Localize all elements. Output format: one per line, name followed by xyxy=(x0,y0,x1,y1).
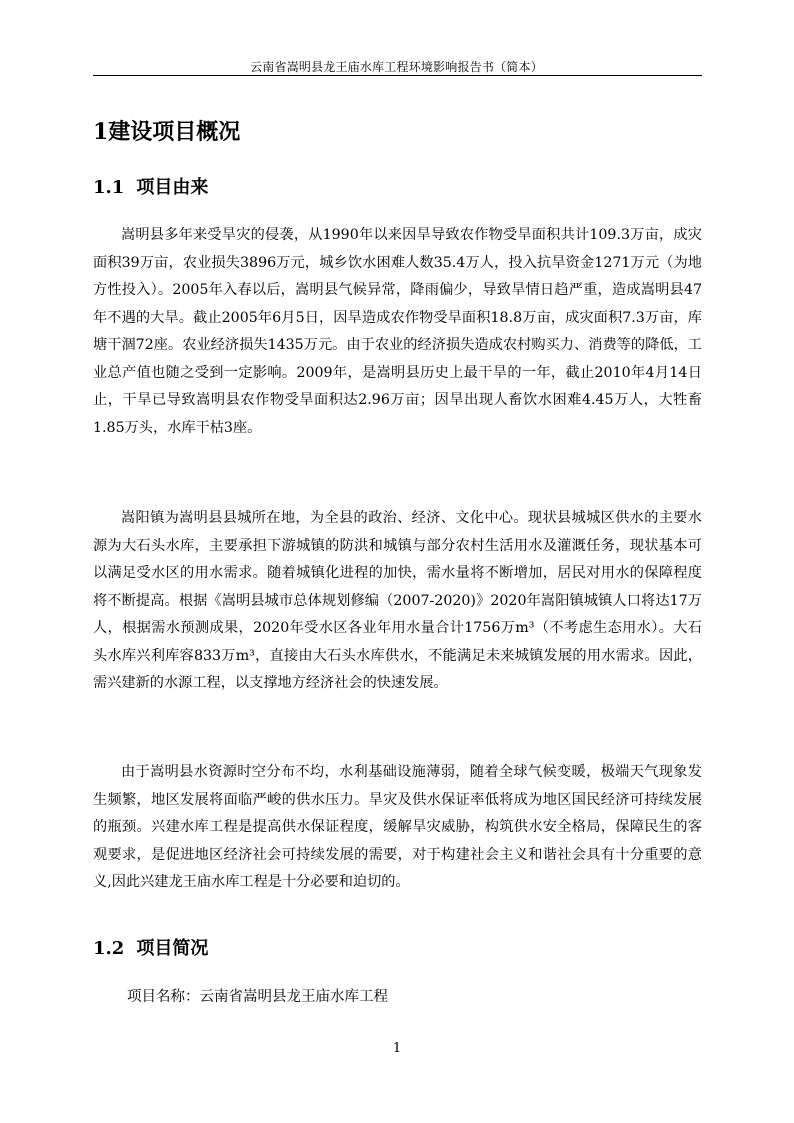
section-number: 1.1 xyxy=(93,177,125,198)
project-name-line xyxy=(127,985,388,1006)
project-name-label: 项目名称： xyxy=(127,989,200,1005)
section-number: 1.2 xyxy=(93,938,125,959)
page-number: 1 xyxy=(392,1041,402,1056)
section-heading-1-1 xyxy=(93,173,208,199)
section-heading-1-2 xyxy=(93,934,208,960)
chapter-title: 1建设项目概况 xyxy=(93,119,241,145)
section-title: 项目由来 xyxy=(136,177,209,198)
paragraph-3: 由于嵩明县水资源时空分布不均，水利基础设施薄弱，随着全球气候变暖，极端天气现象发生频繁，地区发展将面临严峻的供水压力。旱灾及供水保证率低将成为地区国民经济可持续发展的瓶颈。兴建水库工程是提高供水保证程度，缓解旱灾威胁，构筑供水安全格局，保障民生的客观要求，是促进地区经济社会可持续发展的需要，对于构建社会主义和谐社会具有十分重要的意义,因此兴建龙王庙水库工程是十分必要和迫切的。 xyxy=(93,764,702,890)
paragraph-2: 嵩阳镇为嵩明县县城所在地，为全县的政治、经济、文化中心。现状县城城区供水的主要水源为大石头水库，主要承担下游城镇的防洪和城镇与部分农村生活用水及灌溉任务，现状基本可以满足受水区的用水需求。随着城镇化进程的加快，需水量将不断增加，居民对用水的保障程度将不断提高。根据《嵩明县城市总体规划修编（2007-2020)》2020年嵩阳镇城镇人口将达17万人，根据需水预测成果，2020年受水区各业年用水量合计1756万m³（不考虑生态用水）。大石头水库兴利库容833万m³，直接由大石头水库供水，不能满足未来城镇发展的用水需求。因此，需兴建新的水源工程，以支撑地方经济社会的快速发展。 xyxy=(93,510,702,691)
running-header: 云南省嵩明县龙王庙水库工程环境影响报告书（简本） xyxy=(250,60,543,74)
project-name-value: 云南省嵩明县龙王庙水库工程 xyxy=(199,989,388,1005)
paragraph-1: 嵩明县多年来受旱灾的侵袭，从1990年以来因旱导致农作物受旱面积共计109.3万亩，成灾面积39万亩，农业损失3896万元，城乡饮水困难人数35.4万人，投入抗旱资金1271万元（为地方性投入）。2005年入春以后，嵩明县气候异常，降雨偏少，导致旱情日趋严重，造成嵩明县47年不遇的大旱。截止2005年6月5日，因旱造成农作物受旱面积18.8万亩，成灾面积7.3万亩，库塘干涸72座。农业经济损失1435万元。由于农业的经济损失造成农村购买力、消费等的降低，工业总产值也随之受到一定影响。2009年，是嵩明县历史上最干旱的一年，截止2010年4月14日止，干旱已导致嵩明县农作物受旱面积达2.96万亩；因旱出现人畜饮水困难4.45万人，大牲畜1.85万头，水库干枯3座。 xyxy=(93,227,702,436)
header-rule xyxy=(93,75,702,76)
section-title: 项目简况 xyxy=(136,938,209,959)
